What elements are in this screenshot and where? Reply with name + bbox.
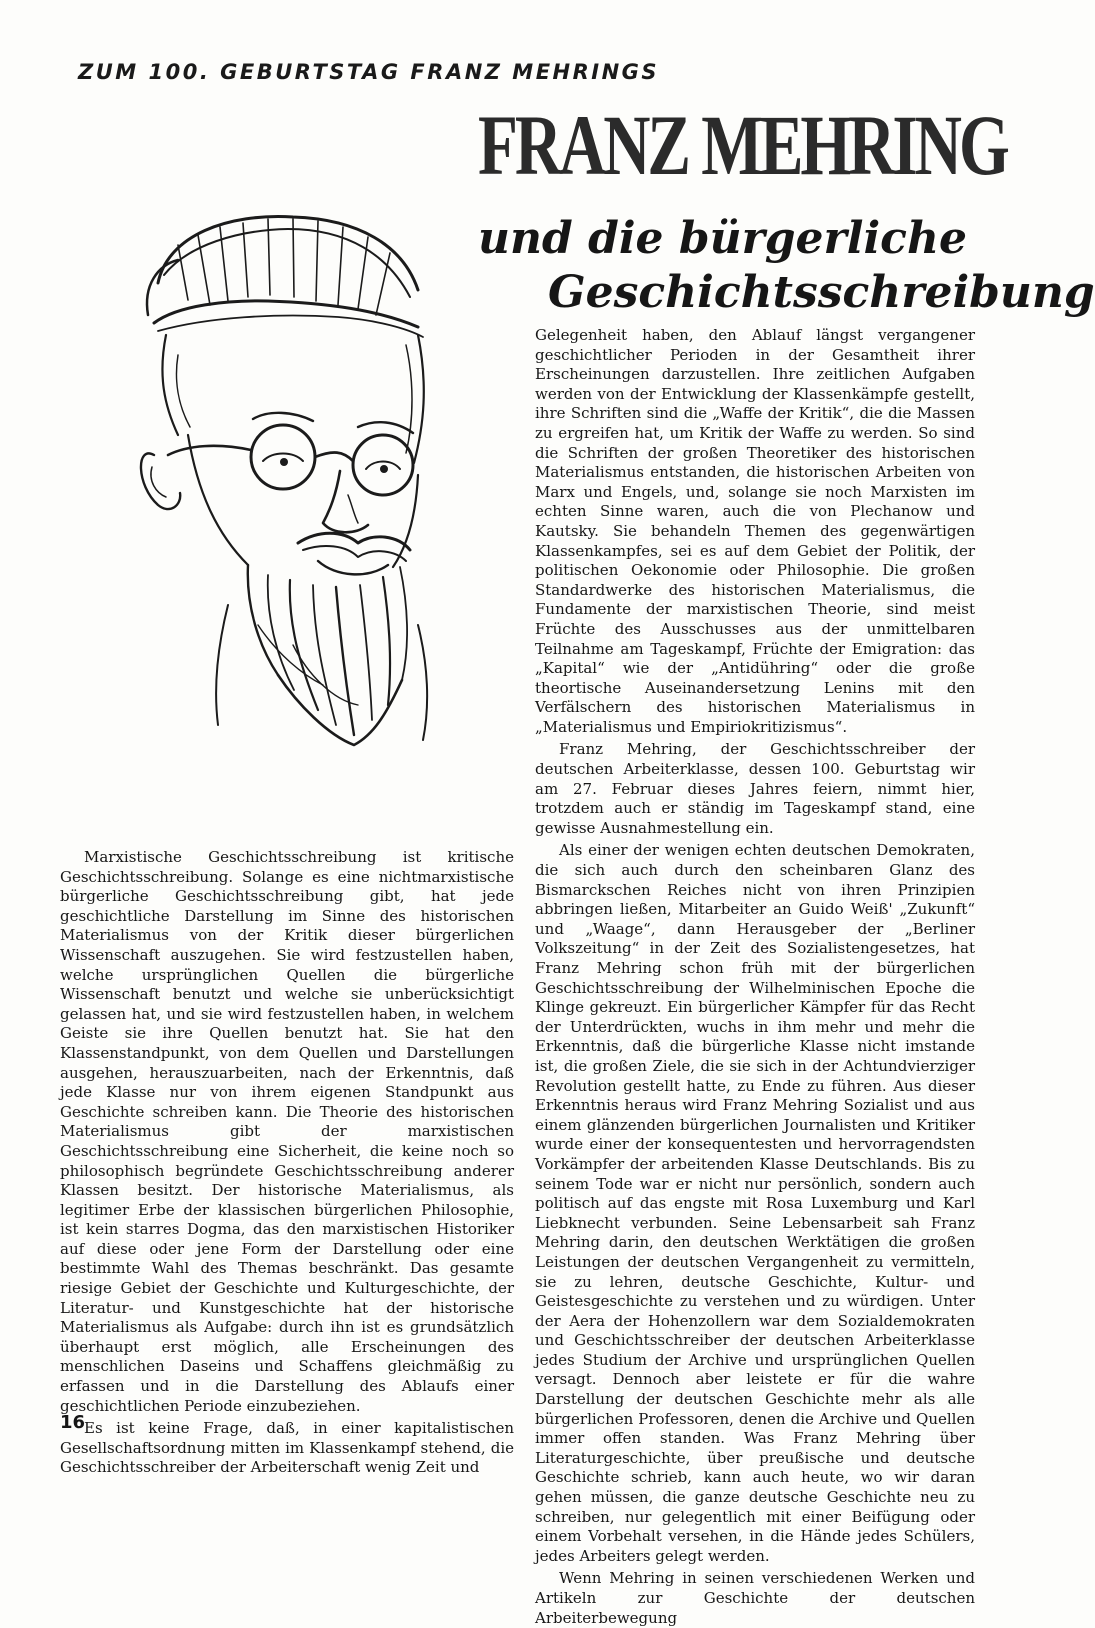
article-subtitle	[478, 212, 1095, 320]
left-paragraph-2: Es ist keine Frage, daß, in einer kapitalistischen Gesellschaftsordnung mitten im Klassenkampf stehend, die Geschichtsschreiber der Arbeiterschaft wenig Zeit und	[60, 1419, 514, 1477]
right-paragraph-4: Wenn Mehring in seinen verschiedenen Werken und Artikeln zur Geschichte der deutschen Arbeiterbewegung	[535, 1569, 975, 1627]
portrait-sketch-icon	[118, 205, 488, 765]
subtitle-line-2: Geschichtsschreibung	[548, 267, 1095, 318]
subtitle-line-1: und die bürgerliche	[478, 213, 967, 264]
page-number: 16	[60, 1412, 86, 1433]
article-title: FRANZ MEHRING	[478, 97, 1007, 193]
right-paragraph-1: Gelegenheit haben, den Ablauf längst vergangener geschichtlicher Perioden in der Gesamtheit ihrer Erscheinungen darzustellen. Ihre zeitlichen Aufgaben werden von der Entwicklung der Klassenkämpfe gestellt, ihre Schriften sind die „Waffe der Kritik“, die die Massen zu ergreifen hat, um Kritik der Waffe zu werden. So sind die Schriften der großen Theoretiker des historischen Materialismus entstanden, die historischen Arbeiten von Marx und Engels, und, solange sie noch Marxisten im echten Sinne waren, auch die von Plechanow und Kautsky. Sie behandeln Themen des gegenwärtigen Klassenkampfes, sei es auf dem Gebiet der Politik, der politischen Oekonomie oder Philosophie. Die großen Standardwerke des historischen Materialismus, die Fundamente der marxistischen Theorie, sind meist Früchte des Ausschusses aus der unmittelbaren Teilnahme am Tageskampf, Früchte der Emigration: das „Kapital“ wie der „Antidühring“ oder die große theortische Auseinandersetzung Lenins mit den Verfälschern des historischen Materialismus in „Materialismus und Empiriokritizismus“.	[535, 326, 975, 736]
left-column	[60, 848, 514, 1478]
right-paragraph-3: Als einer der wenigen echten deutschen Demokraten, die sich auch durch den scheinbaren Glanz des Bismarckschen Reiches nicht von ihren Prinzipien abbringen ließen, Mitarbeiter an Guido Weiß' „Zukunft“ und „Waage“, dann Herausgeber der „Berliner Volkszeitung“ in der Zeit des Sozialistengesetzes, hat Franz Mehring schon früh mit der bürgerlichen Geschichtsschreibung der Wilhelminischen Epoche die Klinge gekreuzt. Ein bürgerlicher Kämpfer für das Recht der Unterdrückten, wuchs in ihm mehr und mehr die Erkenntnis, daß die bürgerliche Klasse nicht imstande ist, die großen Ziele, die sie sich in der Achtundvierziger Revolution gestellt hatte, zu Ende zu führen. Aus dieser Erkenntnis heraus wird Franz Mehring Sozialist und aus einem glänzenden bürgerlichen Journalisten und Kritiker wurde einer der konsequentesten und hervorragendsten Vorkämpfer der arbeitenden Klasse Deutschlands. Bis zu seinem Tode war er nicht nur persönlich, sondern auch politisch auf das engste mit Rosa Luxemburg und Karl Liebknecht verbunden. Seine Lebensarbeit sah Franz Mehring darin, den deutschen Werktätigen die großen Leistungen der deutschen Vergangenheit zu vermitteln, sie zu lehren, deutsche Geschichte, Kultur- und Geistesgeschichte zu verstehen und zu würdigen. Unter der Aera der Hohenzollern war dem Sozialdemokraten und Geschichtsschreiber der deutschen Arbeiterklasse jedes Studium der Archive und ursprünglichen Quellen versagt. Dennoch aber leistete er für die wahre Darstellung der deutschen Geschichte mehr als alle bürgerlichen Professoren, denen die Archive und Quellen immer offen standen. Was Franz Mehring über Literaturgeschichte, über preußische und deutsche Geschichte schrieb, kann auch heute, wo wir daran gehen müssen, die ganze deutsche Geschichte neu zu schreiben, nur gelegentlich mit einer Beifügung oder einem Vorbehalt versehen, in die Hände jedes Schülers, jedes Arbeiters gelegt werden.	[535, 841, 975, 1565]
right-paragraph-2: Franz Mehring, der Geschichtsschreiber der deutschen Arbeiterklasse, dessen 100. Geburtstag wir am 27. Februar dieses Jahres feiern, nimmt hier, trotzdem auch er ständig im Tageskampf stand, eine gewisse Ausnahmestellung ein.	[535, 740, 975, 837]
kicker-heading: ZUM 100. GEBURTSTAG FRANZ MEHRINGS	[78, 60, 660, 84]
right-column	[535, 326, 975, 1628]
left-paragraph-1: Marxistische Geschichtsschreibung ist kritische Geschichtsschreibung. Solange es eine nichtmarxistische bürgerliche Geschichtsschreibung gibt, hat jede geschichtliche Darstellung im Sinne des historischen Materialismus von der Kritik dieser bürgerlichen Wissenschaft auszugehen. Sie wird festzustellen haben, welche ursprünglichen Quellen die bürgerliche Wissenschaft benutzt und welche sie unberücksichtigt gelassen hat, und sie wird festzustellen haben, in welchem Geiste sie ihre Quellen benutzt hat. Sie hat den Klassenstandpunkt, von dem Quellen und Darstellungen ausgehen, herauszuarbeiten, nach der Erkenntnis, daß jede Klasse nur von ihrem eigenen Standpunkt aus Geschichte schreiben kann. Die Theorie des historischen Materialismus gibt der marxistischen Geschichtsschreibung eine Sicherheit, die keine noch so philosophisch begründete Geschichtsschreibung anderer Klassen besitzt. Der historische Materialismus, als legitimer Erbe der klassischen bürgerlichen Philosophie, ist kein starres Dogma, das den marxistischen Historiker auf diese oder jene Form der Darstellung oder eine bestimmte Wahl des Themas beschränkt. Das gesamte riesige Gebiet der Geschichte und Kulturgeschichte, der Literatur- und Kunstgeschichte hat der historische Materialismus als Aufgabe: durch ihn ist es grundsätzlich überhaupt erst möglich, alle Erscheinungen des menschlichen Daseins und Schaffens gleichmäßig zu erfassen und in die Darstellung des Ablaufs einer geschichtlichen Periode einzubeziehen.	[60, 848, 514, 1415]
